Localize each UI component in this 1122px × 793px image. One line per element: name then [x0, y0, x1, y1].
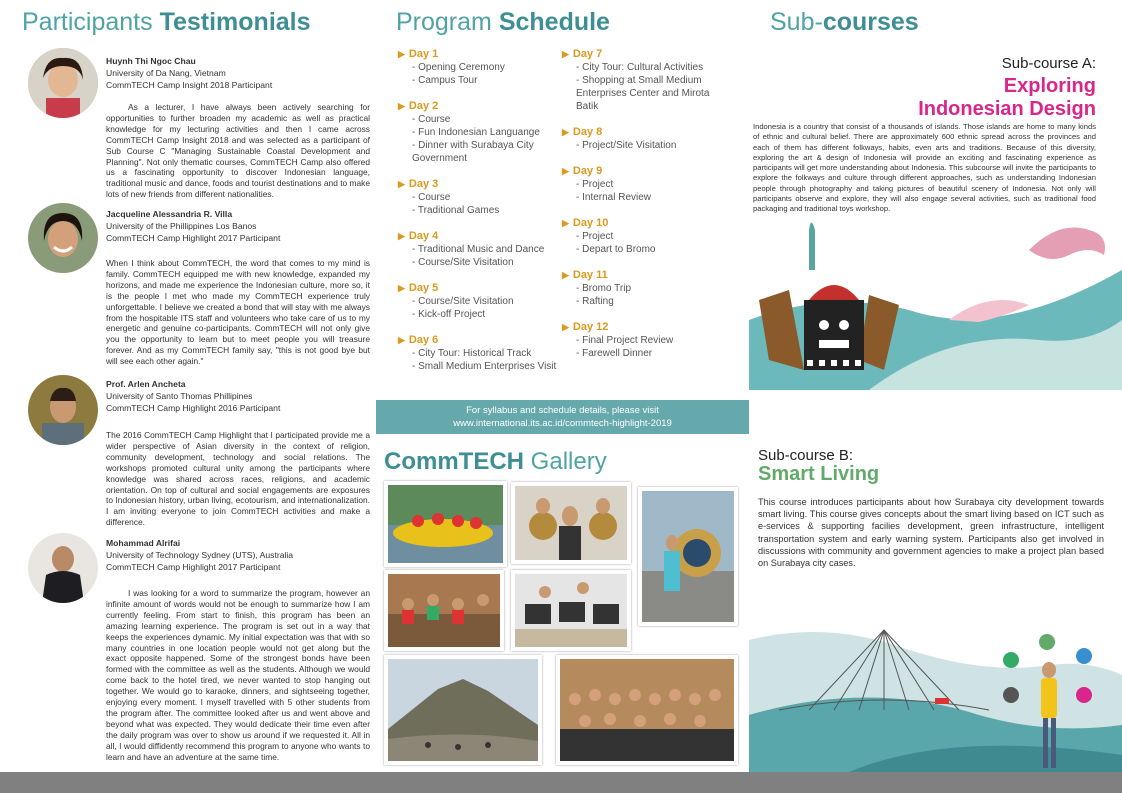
schedule-day: ▶ Day 10 - Project - Depart to Bromo: [562, 217, 656, 255]
schedule-day: ▶ Day 9 - Project - Internal Review: [562, 165, 652, 203]
syllabus-link[interactable]: www.international.its.ac.id/commtech-highlight-2019: [453, 418, 672, 429]
schedule-heading: Program Schedule: [396, 8, 610, 36]
gallery-photo-lab: [511, 570, 631, 651]
subcourse-a-title: Exploring Indonesian Design: [918, 75, 1096, 120]
testimonial-header: Prof. Arlen Ancheta University of Santo Thomas Phillipines CommTECH Camp Highlight 2016 Participant: [106, 379, 281, 413]
arrow-icon: ▶: [562, 166, 569, 176]
testimonial-quote: When I think about CommTECH, the word that comes to my mind is family. CommTECH equipped me with new knowledge, expanded my horizons, and made me experience the Indonesian culture, more so, it is the people I met who made my CommTECH experience truly unforgettable. I believe we created a bond that will stay with me always from the hospitable ITS staff and volunteers who take care of us to my energetic and genuine co-participants. CommTECH will not only give you the opportunity to learn but to meet people you will treasure forever. And as my CommTECH family say, "this is not good bye but will see each other again.": [106, 258, 370, 367]
schedule-day: ▶ Day 12 - Final Project Review - Farewell Dinner: [562, 321, 674, 359]
arrow-icon: ▶: [398, 283, 405, 293]
subcourse-a-label: Sub-course A:: [1001, 55, 1096, 72]
schedule-day: ▶ Day 1 - Opening Ceremony - Campus Tour: [398, 48, 505, 86]
schedule-day: ▶ Day 4 - Traditional Music and Dance - Course/Site Visitation: [398, 230, 545, 268]
testimonial-quote: The 2016 CommTECH Camp Highlight that I participated provide me a wider perspective of Asian diversity in the context of religion, community development, technology and social relations. The workshops promoted cultural unity among the participants where knowledge was shared across races, religions, and academic orientation. On top of cultural and social engagements are exposures to Indonesian history, urban living, ecotourism, and internationalization. I am inviting everyone to join CommTECH activities and make a difference.: [106, 430, 370, 528]
subcourse-b-title: Smart Living: [758, 463, 880, 485]
gallery-photo-farewell-group: [556, 655, 738, 765]
bus-icon: [1076, 648, 1092, 664]
testimonial-header: Huynh Thi Ngoc Chau University of Da Nang, Vietnam CommTECH Camp Insight 2018 Participant: [106, 56, 273, 90]
indonesian-design-illustration: [749, 210, 1122, 390]
arrow-icon: ▶: [398, 179, 405, 189]
arrow-icon: ▶: [562, 49, 569, 59]
schedule-day: ▶ Day 11 - Bromo Trip - Rafting: [562, 269, 632, 307]
gallery-photo-classroom: [384, 570, 504, 651]
gallery-photo-rafting: [384, 481, 507, 567]
gallery-photo-group-crafts: [511, 482, 631, 564]
subcourse-a-description: Indonesia is a country that consist of a thousands of islands. Those islands are home to many kinds of ethnic and cultural belief. There are approximately 600 ethnic spread across the provinces and each of them has different folkways, habits, even arts and traditions. Because of this diversity, exploring the art & design of Indonesia will provide an exciting and fascinating experience as participants will get more understanding about Indonesia. This subcourse will invite the participants to explore the folkways and culture through different approaches, such as understanding Indonesian people through photography and taking pictures of beautiful scenery of Indonesia. Not only will participants observe and explore, they will also engage several activities, such as traditional food packaging and traditional toys workshop.: [753, 122, 1096, 214]
schedule-day: ▶ Day 6 - City Tour: Historical Track - Small Medium Enterprises Visit: [398, 334, 557, 372]
arrow-icon: ▶: [398, 335, 405, 345]
schedule-day: ▶ Day 3 - Course - Traditional Games: [398, 178, 500, 216]
subcourse-b-description: This course introduces participants about how Surabaya city development towards smart living. This course gives concepts about the smart living based on ICT such as e-services & supporting facilies development, green infrastructure, intelligent transportation system and early warning system. Participants also get involved in discussions with community and government agencies to make a project plan based on Surabaya city cases.: [758, 497, 1104, 569]
testimonial-header: Jacqueline Alessandria R. Villa University of the Phillippines Los Banos CommTECH Camp Highlight 2017 Participant: [106, 209, 281, 243]
green-icon: [1003, 652, 1019, 668]
gallery-heading: CommTECH Gallery: [384, 448, 607, 475]
syllabus-banner: [376, 400, 749, 434]
arrow-icon: ▶: [562, 270, 569, 280]
schedule-day: ▶ Day 8 - Project/Site Visitation: [562, 126, 677, 151]
schedule-day: ▶ Day 7 - City Tour: Cultural Activities - Shopping at Small Medium Enterprises Center and Mirota Batik: [562, 48, 710, 112]
gallery-photo-bromo: [384, 655, 542, 765]
gallery-photo-kite: [638, 487, 738, 626]
testimonial-header: Mohammad Alrifai University of Technology Sydney (UTS), Australia CommTECH Camp Highlight 2017 Participant: [106, 538, 294, 572]
smart-living-illustration: [749, 620, 1122, 772]
subcourses-heading: Sub-courses: [770, 8, 919, 36]
schedule-day: ▶ Day 5 - Course/Site Visitation - Kick-off Project: [398, 282, 514, 320]
arrow-icon: ▶: [562, 218, 569, 228]
arrow-icon: ▶: [562, 322, 569, 332]
gear-icon: [1003, 687, 1019, 703]
arrow-icon: ▶: [398, 231, 405, 241]
subcourse-b-label: Sub-course B:: [758, 447, 854, 464]
banner-text: For syllabus and schedule details, please visit: [466, 405, 659, 416]
testimonial-quote: As a lecturer, I have always been actively searching for opportunities to further broaden my academic as well as practical knowledge for my lecturing activities and then I came across CommTECH Camp Insight 2018 and was selected as a participant of Sub Course C "Managing Sustainable Coastal Development and Planning". Not only thematic courses, CommTECH Camp also offered us a fascinating opportunity to discover Indonesian language, traditional music and dance, foods and tourist destinations and to make lots of new friends from different nationalities.: [106, 102, 370, 200]
bulb-icon: [1076, 687, 1092, 703]
arrow-icon: ▶: [398, 101, 405, 111]
arrow-icon: ▶: [398, 49, 405, 59]
arrow-icon: ▶: [562, 127, 569, 137]
leaf-icon: [1039, 634, 1055, 650]
footer-bar: [0, 772, 1122, 793]
testimonials-heading: Participants Testimonials: [22, 8, 311, 36]
testimonial-quote: I was looking for a word to summarize the program, however an infinite amount of words would not be enough to summarize how I am currently feeling. From start to finish, this program has been an amazing learning experience. The program is set out in a way that keeps the experiences dynamic. My initial expectation was that with so many countries in one location people would not get along but the exact opposite happened. Some of the strongest bonds have been formed with the committee as well as the students. Although we would come back to the hotel tired, we never wanted to stop hanging out together. We would go to karaoke, dinners, and sightseeing together, enjoying every moment. I myself travelled with 5 other students from the program after. The committee looked after us and went above and beyond what was expected. They would dedicate their time even after the daily program was over to show us around if we requested it. All in all, I would diffidently recommend this program to anyone who wants to learn and have an adventure at the same time.: [106, 588, 370, 762]
schedule-day: ▶ Day 2 - Course - Fun Indonesian Languange - Dinner with Surabaya City Government: [398, 100, 540, 164]
